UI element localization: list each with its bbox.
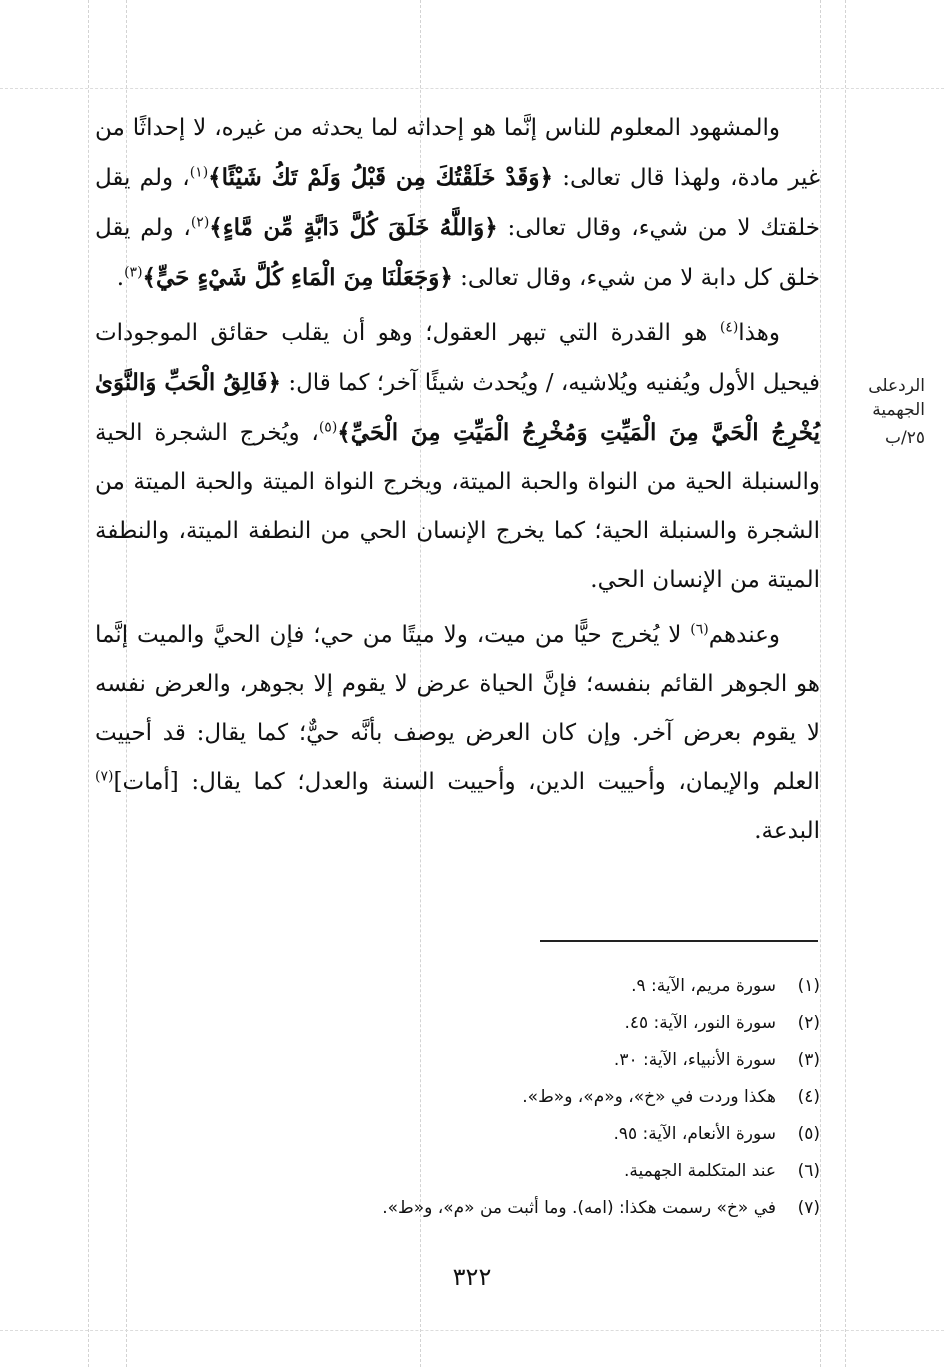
quran-verse: ﴿وَاللَّهُ خَلَقَ كُلَّ دَابَّةٍ مِّن مَّاءٍ﴾ (209, 214, 498, 241)
text-run: ، ولم يقل خلق كل دابة لا من شيء، وقال تعالى: (95, 215, 820, 291)
footnote-text: سورة الأنبياء، الآية: ٣٠. (613, 1050, 776, 1070)
scan-guide-line (0, 1330, 944, 1331)
footnote-item (300, 1079, 820, 1116)
margin-note-title: الردعلى الجهمية (868, 376, 925, 420)
text-run: وهذا (738, 320, 780, 346)
footnote-text: عند المتكلمة الجهمية. (623, 1161, 776, 1181)
footnote-item (300, 1116, 820, 1153)
footnote-ref: (٦) (690, 621, 709, 638)
text-run: ، ولم يقل خلقتك لا من شيء، وقال تعالى: (95, 165, 820, 241)
text-run: هو القدرة التي تبهر العقول؛ وهو أن يقلب حقائق الموجودات فيحيل الأول ويُفنيه ويُلاشيه، / ويُحدث شيئًا آخر؛ كما قال: (95, 320, 820, 396)
footnote-number: (٥) (797, 1124, 820, 1144)
footnote-item (300, 968, 820, 1005)
footnotes (300, 968, 820, 1227)
body-paragraph (95, 611, 820, 856)
scan-guide-line (0, 88, 944, 89)
footnote-item (300, 1042, 820, 1079)
scan-guide-line (820, 0, 821, 1367)
text-run: والمشهود المعلوم للناس إنَّما هو إحداثه لما يحدثه من غيره، لا إحداثًا من غير مادة، ولهذا قال تعالى: (95, 115, 821, 191)
quran-verse: ﴿وَجَعَلْنَا مِنَ الْمَاءِ كُلَّ شَيْءٍ حَيٍّ﴾ (142, 264, 453, 291)
footnote-number: (١) (797, 976, 820, 996)
footnote-item (300, 1153, 820, 1190)
footnote-ref: (٣) (124, 264, 143, 281)
footnote-number: (٤) (797, 1087, 820, 1107)
footnote-ref: (٤) (719, 319, 739, 336)
page-number: ٣٢٢ (452, 1263, 492, 1291)
margin-note-folio: ٢٥/ب (885, 428, 925, 448)
footnote-text: سورة الأنعام، الآية: ٩٥. (613, 1124, 776, 1144)
footnote-number: (٢) (797, 1013, 820, 1033)
scan-guide-line (845, 0, 846, 1367)
quran-verse: ﴿وَقَدْ خَلَقْتُكَ مِن قَبْلُ وَلَمْ تَكُ شَيْئًا﴾ (208, 164, 553, 191)
footnote-separator (540, 940, 818, 942)
footnote-text: هكذا وردت في «خ»، و«م»، و«ط». (522, 1087, 776, 1107)
scan-guide-line (88, 0, 89, 1367)
body-paragraph (95, 309, 820, 605)
footnote-text: في «خ» رسمت هكذا: (امه). وما أثبت من «م»، و«ط». (382, 1198, 776, 1218)
quran-verse: ﴿فَالِقُ الْحَبِّ وَالنَّوَىٰ يُخْرِجُ الْحَيَّ مِنَ الْمَيِّتِ وَمُخْرِجُ الْمَيِّتِ مِنَ الْحَيِّ﴾ (95, 369, 820, 446)
text-run: . (116, 265, 125, 291)
footnote-number: (٦) (797, 1161, 820, 1181)
text-run: وعندهم (708, 622, 780, 648)
footnote-item (300, 1005, 820, 1042)
footnote-number: (٣) (797, 1050, 820, 1070)
text-run: ، ويُخرج الشجرة الحية والسنبلة الحية من النواة والحبة الميتة، ويخرج النواة الميتة والحبة الميتة من الشجرة والسنبلة الحية؛ كما يخرج الإنسان الحي من النطفة الميتة، والنطفة الميتة من الإنسان الحي. (95, 420, 820, 593)
footnote-text: سورة مريم، الآية: ٩. (631, 976, 776, 996)
footnote-ref: (٥) (318, 419, 338, 436)
text-run: البدعة. (754, 818, 820, 844)
body-paragraph (95, 104, 820, 303)
body-text (95, 104, 820, 862)
footnote-ref: (١) (189, 164, 209, 181)
footnote-text: سورة النور، الآية: ٤٥. (624, 1013, 776, 1033)
footnote-item (300, 1190, 820, 1227)
footnote-ref: (٢) (190, 214, 210, 231)
text-run: لا يُخرج حيًّا من ميت، ولا ميتًا من حي؛ فإن الحيَّ والميت إنَّما هو الجوهر القائم بنفسه؛ فإنَّ الحياة عرض لا يقوم إلا بجوهر، والعرض نفسه لا يقوم بعرض آخر. وإن كان العرض يوصف بأنَّه حيٌّ؛ كما يقال: قد أحييت العلم والإيمان، وأحييت الدين، وأحييت السنة والعدل؛ كما يقال: [أمات] (95, 622, 820, 795)
footnote-ref: (٧) (95, 768, 114, 785)
footnote-number: (٧) (797, 1198, 820, 1218)
